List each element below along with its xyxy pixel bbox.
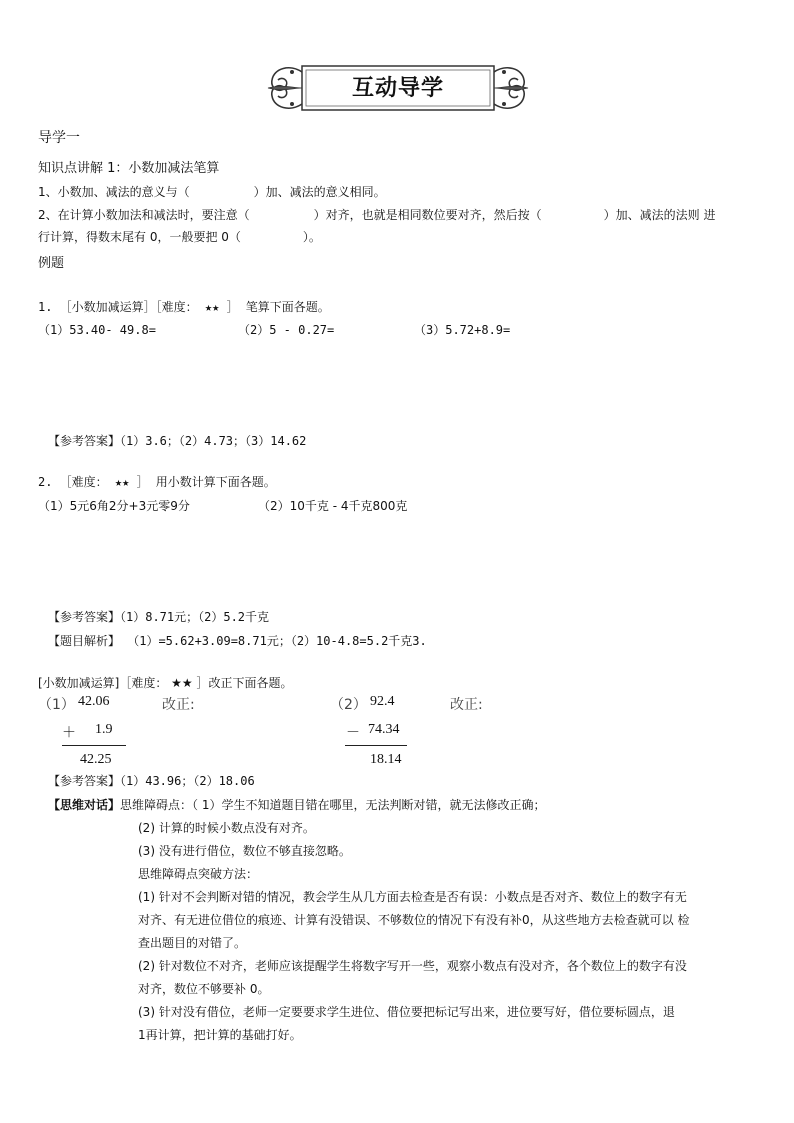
- dialog-line-6: 对齐、有无进位借位的痕迹、计算有没错误、不够数位的情况下有没有补0，从这些地方去检查就可以 检: [138, 913, 690, 927]
- dialog-line-7: 查出题目的对错了。: [138, 936, 247, 950]
- q2-analysis: 【题目解析】 （1）=5.62+3.09=8.71元；（2）10-4.8=5.2千克3.: [48, 634, 427, 648]
- q3-answer: 【参考答案】（1）43.96；（2）18.06: [48, 774, 255, 788]
- knowledge-line-1: [38, 183, 386, 200]
- q3-right-operator: －: [346, 725, 360, 741]
- examples-label: 例题: [38, 256, 65, 271]
- line3-part-a: 行计算，得数末尾有 0，一般要把 0（: [38, 230, 241, 244]
- q1-item-2: （2）5 - 0.27=: [238, 323, 335, 337]
- dialog-line-11: 1再计算，把计算的基础打好。: [138, 1028, 302, 1042]
- q3-right-fix-label: 改正:: [450, 697, 483, 713]
- line1-part-a: 1、小数加、减法的意义与（: [38, 185, 190, 199]
- dialog-line-5: (1) 针对不会判断对错的情况，教会学生从几方面去检查是否有误：小数点是否对齐、数位上的数字有无: [138, 890, 687, 904]
- q3-left-rule: [62, 745, 126, 746]
- dialog-line-10: (3) 针对没有借位，老师一定要要求学生进位、借位要把标记写出来，进位要写好，借位要标圆点，退: [138, 1005, 675, 1019]
- dialog-block-line-1: [48, 796, 545, 813]
- q3-right-result: 18.14: [370, 752, 402, 767]
- dialog-line-2: (2) 计算的时候小数点没有对齐。: [138, 821, 315, 835]
- q3-right-label: （2）: [330, 697, 367, 713]
- q1-item-3: （3）5.72+8.9=: [414, 323, 511, 337]
- q3-right-rule: [345, 745, 407, 746]
- line2-part-a: 2、在计算小数加法和减法时，要注意（: [38, 208, 250, 222]
- dialog-obstacle-intro: 思维障碍点：（ 1）学生不知道题目错在哪里，无法判断对错，就无法修改正确；: [120, 798, 546, 812]
- q3-left-fix-label: 改正:: [162, 697, 195, 713]
- line1-part-b: ）加、减法的意义相同。: [253, 185, 386, 199]
- dialog-label: 【思维对话】: [48, 798, 121, 812]
- title-banner: [262, 58, 534, 118]
- banner-title: 互动导学: [351, 75, 444, 101]
- line3-part-b: ）。: [302, 230, 321, 244]
- q2-answer: 【参考答案】（1）8.71元；（2）5.2千克: [48, 610, 270, 624]
- q3-left-top-number: 42.06: [78, 694, 110, 709]
- knowledge-heading: 知识点讲解 1：小数加减法笔算: [38, 161, 220, 176]
- dialog-line-3: (3) 没有进行借位，数位不够直接忽略。: [138, 844, 351, 858]
- q2-item-2: （2）10千克 - 4千克800克: [258, 499, 408, 513]
- q1-item-1: （1）53.40- 49.8=: [38, 323, 156, 337]
- q2-stem: 2. ［难度： ★★ ］ 用小数计算下面各题。: [38, 475, 276, 489]
- q3-left-result: 42.25: [80, 752, 112, 767]
- q3-stem: [小数加减运算]［难度： ★★ ］改正下面各题。: [38, 676, 293, 690]
- q1-stem: 1. ［小数加减运算］［难度： ★★ ］ 笔算下面各题。: [38, 300, 330, 314]
- section-title: 导学一: [38, 130, 80, 146]
- q1-answer: 【参考答案】（1）3.6；（2）4.73；（3）14.62: [48, 434, 307, 448]
- dialog-line-8: (2) 针对数位不对齐，老师应该提醒学生将数字写开一些，观察小数点有没对齐，各个数位上的数字有没: [138, 959, 687, 973]
- dialog-line-4: 思维障碍点突破方法：: [138, 867, 259, 881]
- line2-part-c: ）加、减法的法则 进: [603, 208, 716, 222]
- knowledge-line-3: [38, 228, 321, 245]
- dialog-line-9: 对齐，数位不够要补 0。: [138, 982, 270, 996]
- q3-left-operand: 1.9: [95, 722, 113, 737]
- q3-left-label: （1）: [38, 697, 75, 713]
- q3-right-operand: 74.34: [368, 722, 400, 737]
- q2-item-1: （1）5元6角2分+3元零9分: [38, 499, 190, 513]
- q3-right-top-number: 92.4: [370, 694, 395, 709]
- line2-part-b: ）对齐，也就是相同数位要对齐，然后按（: [313, 208, 542, 222]
- knowledge-line-2: [38, 206, 715, 223]
- q3-left-operator: ＋: [62, 725, 76, 741]
